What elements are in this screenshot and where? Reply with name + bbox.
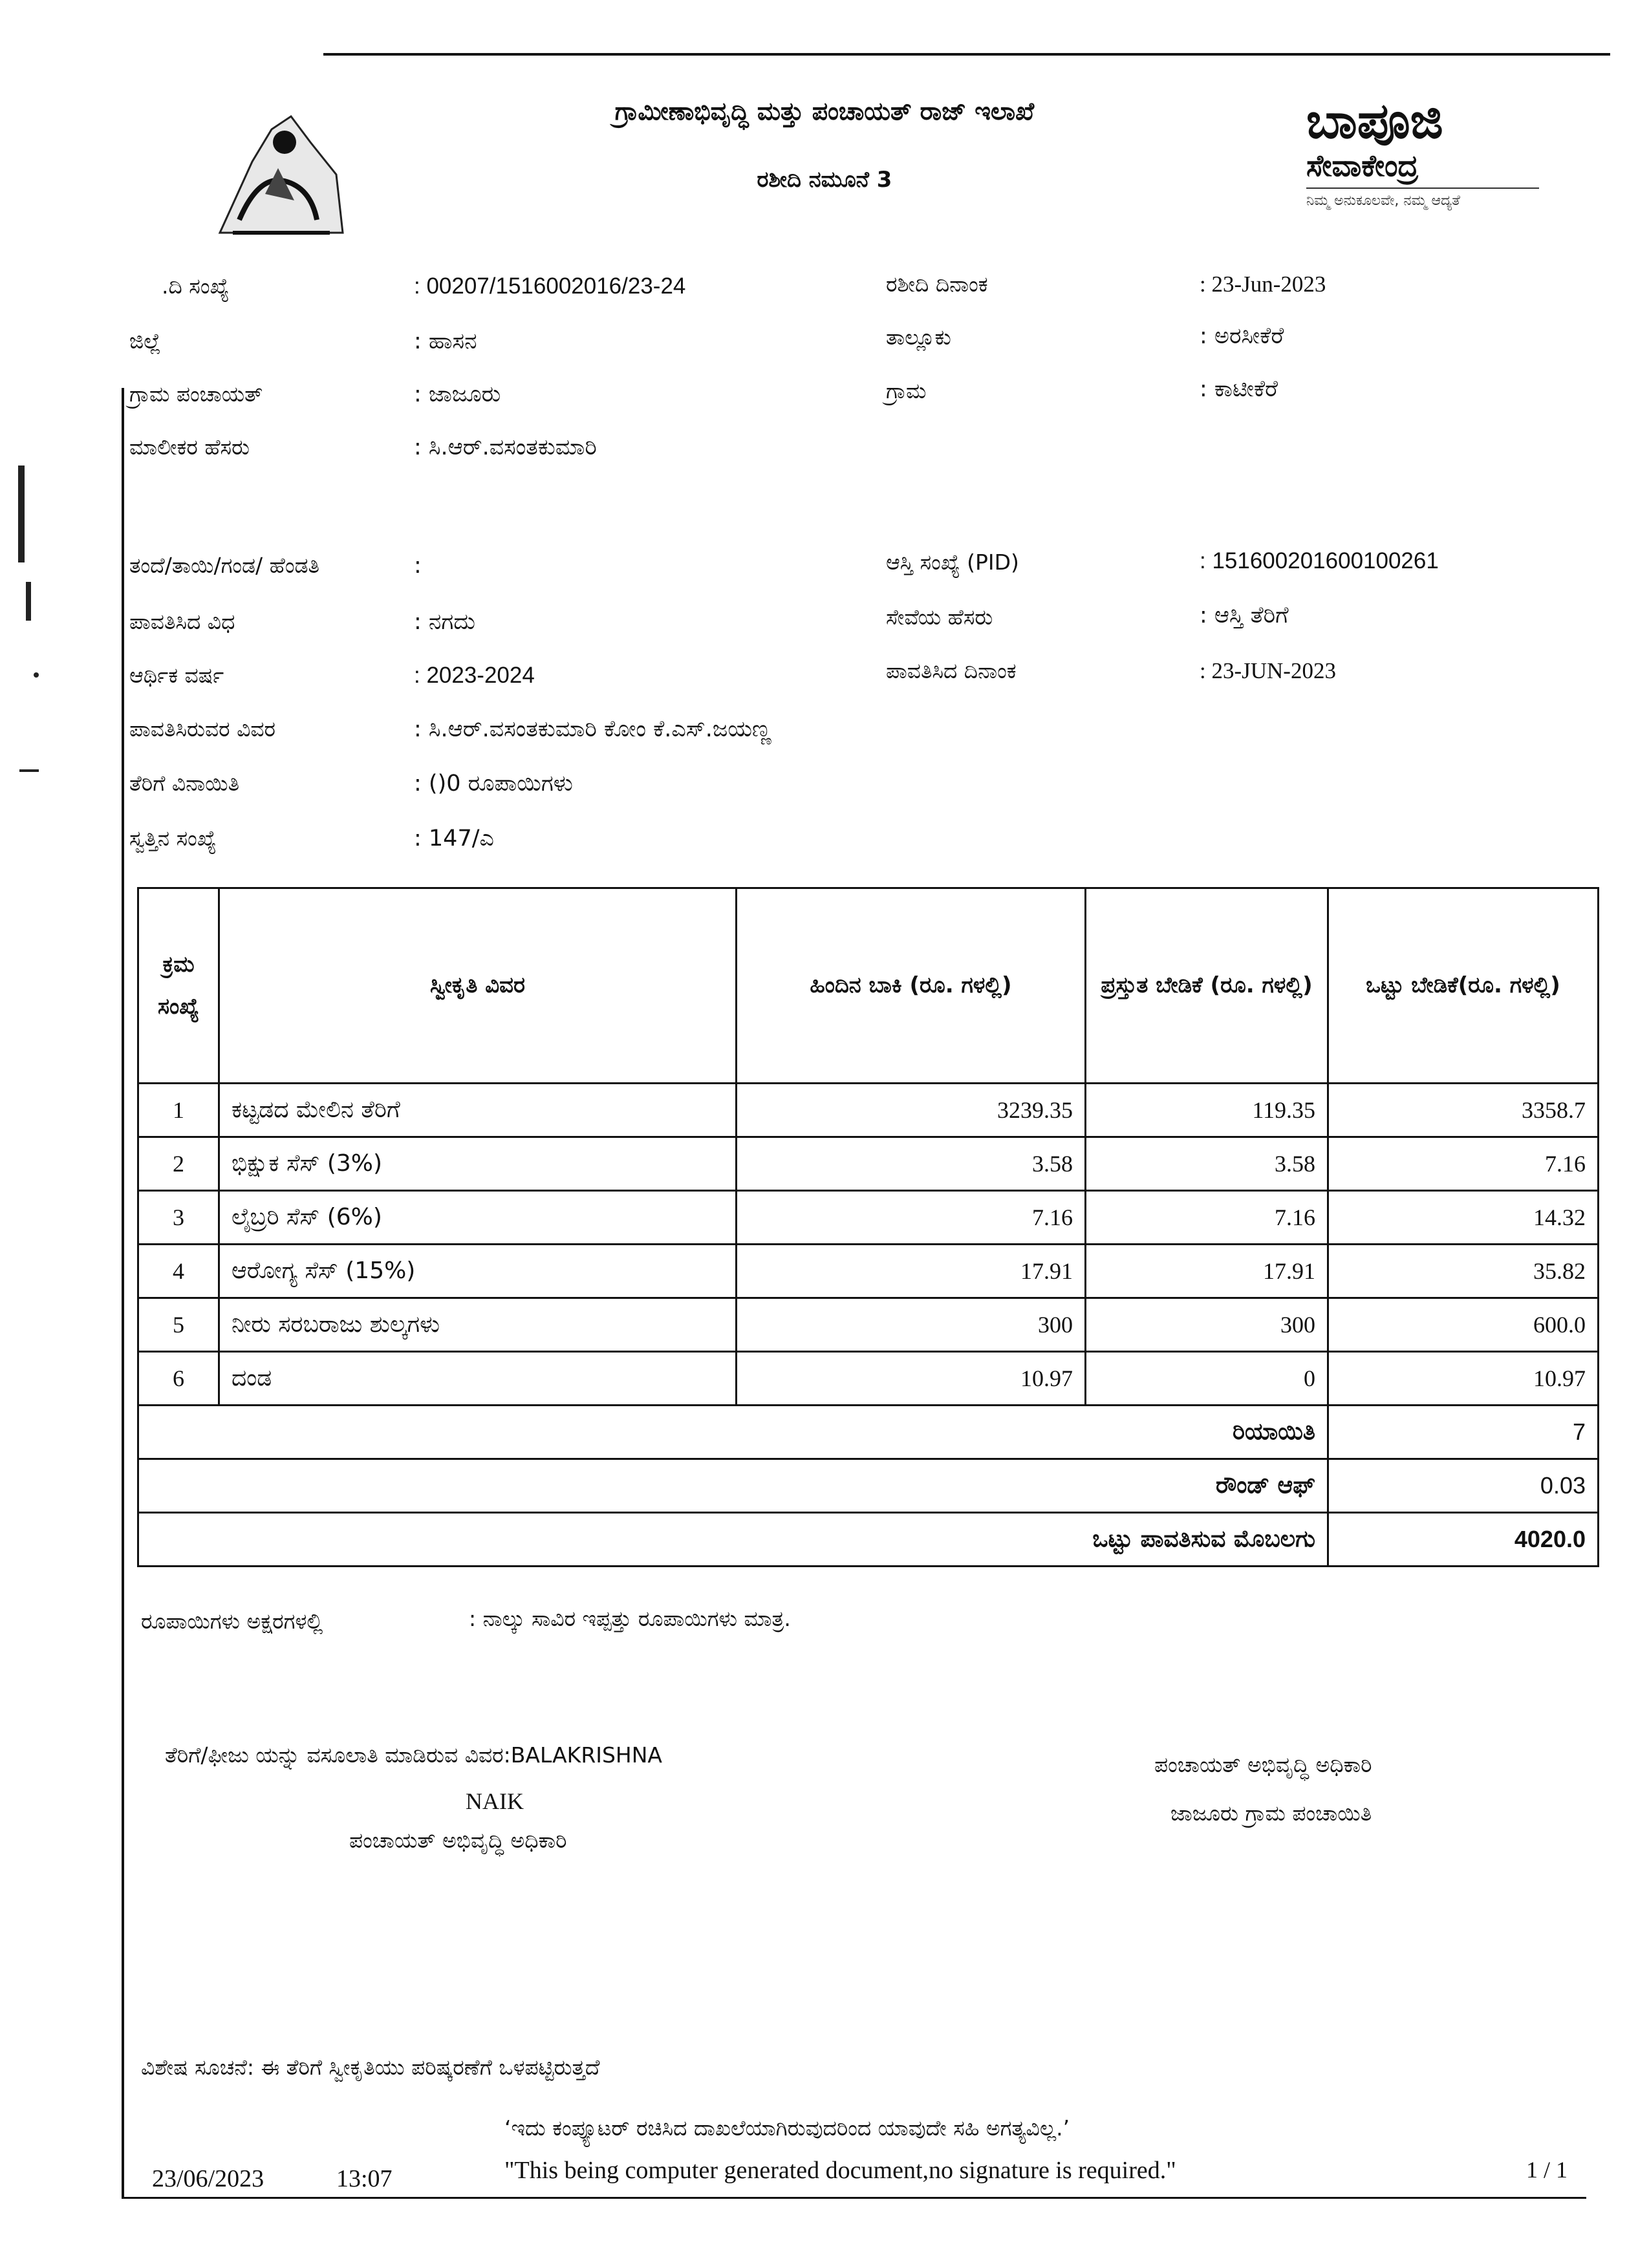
computer-note-english: "This being computer generated document,no signature is required." xyxy=(504,2157,1176,2184)
field-label-payment-mode: ಪಾವತಿಸಿದ ವಿಧ xyxy=(129,609,235,634)
rebate-row xyxy=(138,1406,1599,1459)
brand-tagline: ನಿಮ್ಮ ಅನುಕೂಲವೇ, ನಮ್ಮ ಆದ್ಯತೆ xyxy=(1306,187,1539,209)
field-label-payer-details: ಪಾವತಿಸಿರುವರ ವಿವರ xyxy=(129,716,276,742)
field-label-district: ಜಿಲ್ಲೆ xyxy=(129,328,161,354)
grand-total-value: 4020.0 xyxy=(1328,1513,1599,1567)
department-title: ಗ್ರಾಮೀಣಾಭಿವೃದ್ಧಿ ಮತ್ತು ಪಂಚಾಯತ್ ರಾಜ್ ಇಲಾಖೆ xyxy=(614,97,1035,125)
header-description: ಸ್ವೀಕೃತಿ ವಿವರ xyxy=(219,888,737,1084)
field-label-receipt-no: .ದಿ ಸಂಖ್ಯೆ xyxy=(162,273,230,299)
field-value-service: : ಆಸ್ತಿ ತೆರಿಗೆ xyxy=(1200,603,1289,628)
row-description: ಆರೋಗ್ಯ ಸೆಸ್ (15%) xyxy=(219,1245,737,1298)
field-label-paid-date: ಪಾವತಿಸಿದ ದಿನಾಂಕ xyxy=(886,658,1017,683)
field-label-owner: ಮಾಲೀಕರ ಹೆಸರು xyxy=(129,434,250,460)
officer-line2: ಜಾಜೂರು ಗ್ರಾಮ ಪಂಚಾಯಿತಿ xyxy=(1170,1801,1372,1826)
row-serial: 6 xyxy=(138,1352,219,1406)
row-previous: 300 xyxy=(737,1298,1086,1352)
row-previous: 3239.35 xyxy=(737,1084,1086,1137)
field-value-panchayat: : ಜಾಜೂರು xyxy=(414,381,501,407)
field-value-taluk: : ಅರಸೀಕೆರೆ xyxy=(1200,323,1284,349)
roundoff-label: ರೌಂಡ್ ಆಫ್ xyxy=(138,1459,1328,1513)
field-value-financial-year: : 2023-2024 xyxy=(414,663,535,688)
amount-words-value: : ನಾಲ್ಕು ಸಾವಿರ ಇಪ್ಪತ್ತು ರೂಪಾಯಿಗಳು ಮಾತ್ರ. xyxy=(469,1606,791,1631)
field-label-tax-exemption: ತೆರಿಗೆ ವಿನಾಯಿತಿ xyxy=(129,771,240,796)
officer-line1: ಪಂಚಾಯತ್ ಅಭಿವೃದ್ಧಿ ಅಧಿಕಾರಿ xyxy=(1154,1752,1372,1777)
row-total: 7.16 xyxy=(1328,1137,1599,1191)
row-serial: 5 xyxy=(138,1298,219,1352)
row-description: ದಂಡ xyxy=(219,1352,737,1406)
field-label-receipt-date: ರಶೀದಿ ದಿನಾಂಕ xyxy=(886,272,988,297)
field-label-financial-year: ಆರ್ಥಿಕ ವರ್ಷ xyxy=(129,663,224,688)
row-current: 119.35 xyxy=(1086,1084,1328,1137)
form-title: ರಶೀದಿ ನಮೂನೆ 3 xyxy=(757,167,892,193)
row-total: 35.82 xyxy=(1328,1245,1599,1298)
row-description: ಲೈಬ್ರರಿ ಸೆಸ್ (6%) xyxy=(219,1191,737,1245)
table-row xyxy=(138,1137,1599,1191)
row-total: 14.32 xyxy=(1328,1191,1599,1245)
field-value-owner: : ಸಿ.ಆರ್.ವಸಂತಕುಮಾರಿ xyxy=(414,434,597,460)
row-current: 7.16 xyxy=(1086,1191,1328,1245)
field-label-property-no: ಸ್ವತ್ತಿನ ಸಂಖ್ಯೆ xyxy=(129,826,217,851)
field-value-tax-exemption: : ()0 ರೂಪಾಯಿಗಳು xyxy=(414,771,573,797)
field-value-pid: : 151600201600100261 xyxy=(1200,548,1439,573)
field-label-service: ಸೇವೆಯ ಹೆಸರು xyxy=(886,604,993,630)
row-description: ಕಟ್ಟಡದ ಮೇಲಿನ ತೆರಿಗೆ xyxy=(219,1084,737,1137)
left-rule xyxy=(122,388,124,2198)
row-current: 3.58 xyxy=(1086,1137,1328,1191)
table-row xyxy=(138,1084,1599,1137)
collector-line3: ಪಂಚಾಯತ್ ಅಭಿವೃದ್ಧಿ ಅಧಿಕಾರಿ xyxy=(349,1828,567,1853)
field-value-receipt-no: : 00207/1516002016/23-24 xyxy=(414,273,686,299)
table-row xyxy=(138,1191,1599,1245)
print-date: 23/06/2023 xyxy=(152,2165,264,2192)
field-value-payer-details: : ಸಿ.ಆರ್.ವಸಂತಕುಮಾರಿ ಕೋಂ ಕೆ.ಎಸ್.ಜಯಣ್ಣ xyxy=(414,716,771,742)
header-total-demand: ಒಟ್ಟು ಬೇಡಿಕೆ(ರೂ. ಗಳಲ್ಲಿ) xyxy=(1328,888,1599,1084)
top-rule xyxy=(323,53,1610,56)
collector-line2: NAIK xyxy=(466,1788,524,1814)
field-label-pid: ಆಸ್ತಿ ಸಂಖ್ಯೆ (PID) xyxy=(886,550,1019,575)
field-value-village: : ಕಾಟೀಕೆರೆ xyxy=(1200,376,1278,402)
special-note: ವಿಶೇಷ ಸೂಚನೆ: ಈ ತೆರಿಗೆ ಸ್ವೀಕೃತಿಯು ಪರಿಷ್ಕರಣೆಗೆ ಒಳಪಟ್ಟಿರುತ್ತದೆ xyxy=(141,2055,600,2080)
scan-edge-mark xyxy=(18,465,25,562)
collector-line1: ತೆರಿಗೆ/ಫೀಜು ಯನ್ನು ವಸೂಲಾತಿ ಮಾಡಿರುವ ವಿವರ:BALAKRISHNA xyxy=(165,1742,662,1768)
field-label-village: ಗ್ರಾಮ xyxy=(886,378,927,403)
page-number: 1 / 1 xyxy=(1526,2157,1568,2183)
field-value-relation: : xyxy=(414,553,422,579)
row-total: 600.0 xyxy=(1328,1298,1599,1352)
row-serial: 2 xyxy=(138,1137,219,1191)
roundoff-value: 0.03 xyxy=(1328,1459,1599,1513)
row-total: 3358.7 xyxy=(1328,1084,1599,1137)
scan-edge-mark xyxy=(34,672,39,678)
row-previous: 3.58 xyxy=(737,1137,1086,1191)
row-total: 10.97 xyxy=(1328,1352,1599,1406)
brand-subname: ಸೇವಾಕೇಂದ್ರ xyxy=(1306,147,1419,183)
grand-total-row xyxy=(138,1513,1599,1567)
field-value-payment-mode: : ನಗದು xyxy=(414,609,476,635)
roundoff-row xyxy=(138,1459,1599,1513)
field-label-relation: ತಂದೆ/ತಾಯಿ/ಗಂಡ/ ಹೆಂಡತಿ xyxy=(129,553,319,578)
table-row xyxy=(138,1298,1599,1352)
grand-total-label: ಒಟ್ಟು ಪಾವತಿಸುವ ಮೊಬಲಗು xyxy=(138,1513,1328,1567)
bottom-rule xyxy=(122,2197,1586,2199)
field-value-receipt-date: : 23-Jun-2023 xyxy=(1200,272,1326,297)
row-current: 0 xyxy=(1086,1352,1328,1406)
row-description: ನೀರು ಸರಬರಾಜು ಶುಲ್ಕಗಳು xyxy=(219,1298,737,1352)
row-serial: 3 xyxy=(138,1191,219,1245)
rebate-label: ರಿಯಾಯಿತಿ xyxy=(138,1406,1328,1459)
row-serial: 4 xyxy=(138,1245,219,1298)
row-current: 300 xyxy=(1086,1298,1328,1352)
field-label-taluk: ತಾಲ್ಲೂಕು xyxy=(886,325,951,350)
field-value-paid-date: : 23-JUN-2023 xyxy=(1200,658,1336,683)
scan-edge-mark xyxy=(26,582,31,621)
field-value-district: : ಹಾಸನ xyxy=(414,328,477,354)
computer-note-kannada: ‘ಇದು ಕಂಪ್ಯೂಟರ್ ರಚಿಸಿದ ದಾಖಲೆಯಾಗಿರುವುದರಿಂದ ಯಾವುದೇ ಸಹಿ ಅಗತ್ಯವಿಲ್ಲ.’ xyxy=(504,2115,1070,2141)
row-serial: 1 xyxy=(138,1084,219,1137)
row-previous: 7.16 xyxy=(737,1191,1086,1245)
row-current: 17.91 xyxy=(1086,1245,1328,1298)
brand-name: ಬಾಪೂಜಿ xyxy=(1306,92,1443,149)
header-serial: ಕ್ರಮ ಸಂಖ್ಯೆ xyxy=(138,888,219,1084)
field-value-property-no: : 147/ಎ xyxy=(414,826,494,851)
table-row xyxy=(138,1245,1599,1298)
rebate-value: 7 xyxy=(1328,1406,1599,1459)
row-previous: 10.97 xyxy=(737,1352,1086,1406)
table-row xyxy=(138,1352,1599,1406)
receipt-table xyxy=(137,887,1597,1562)
header-current-demand: ಪ್ರಸ್ತುತ ಬೇಡಿಕೆ (ರೂ. ಗಳಲ್ಲಿ) xyxy=(1086,888,1328,1084)
header-previous-balance: ಹಿಂದಿನ ಬಾಕಿ (ರೂ. ಗಳಲ್ಲಿ) xyxy=(737,888,1086,1084)
row-description: ಭಿಕ್ಷುಕ ಸೆಸ್ (3%) xyxy=(219,1137,737,1191)
field-label-panchayat: ಗ್ರಾಮ ಪಂಚಾಯತ್ xyxy=(129,381,263,407)
amount-words-label: ರೂಪಾಯಿಗಳು ಅಕ್ಷರಗಳಲ್ಲಿ xyxy=(141,1609,323,1634)
print-time: 13:07 xyxy=(336,2165,393,2192)
scan-edge-mark xyxy=(19,769,39,772)
row-previous: 17.91 xyxy=(737,1245,1086,1298)
